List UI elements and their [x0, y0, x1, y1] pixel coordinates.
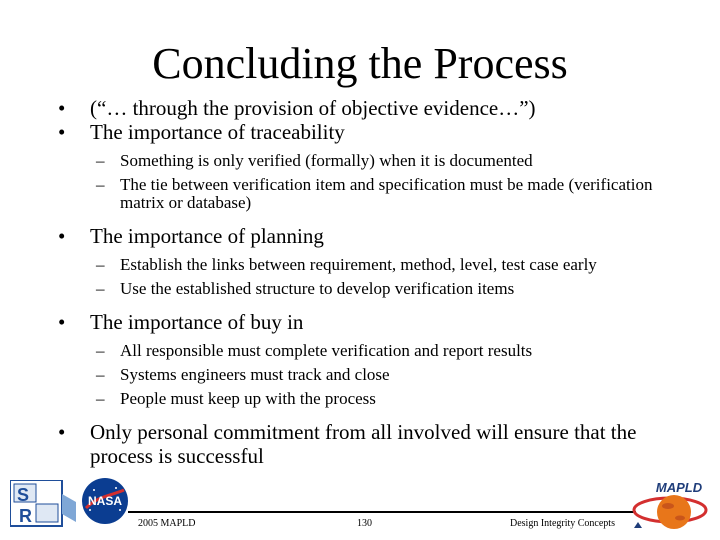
sub-bullet-item [58, 280, 658, 298]
mapld-logo-icon [630, 470, 716, 534]
sub-bullet-item [58, 390, 658, 408]
sub-bullet-text: Systems engineers must track and close [120, 365, 390, 384]
bullet-icon: • [58, 224, 66, 248]
dash-icon: – [96, 255, 105, 274]
sr-logo-icon [10, 480, 76, 528]
nasa-logo-icon [80, 476, 130, 526]
sub-bullet-item [58, 176, 658, 212]
dash-icon: – [96, 151, 105, 170]
footer-right: Design Integrity Concepts [510, 518, 615, 529]
footer-left: 2005 MAPLD [138, 518, 196, 529]
svg-text:S: S [17, 485, 30, 505]
bullet-icon: • [58, 96, 66, 120]
sub-bullet-text: People must keep up with the process [120, 389, 376, 408]
sub-bullet-item [58, 152, 658, 170]
svg-text:R: R [19, 506, 32, 526]
bullet-item [58, 420, 658, 468]
sub-bullet-item [58, 366, 658, 384]
footer-divider [128, 511, 636, 513]
bullet-item [58, 224, 658, 248]
sub-bullet-text: Establish the links between requirement, method, level, test case early [120, 255, 597, 274]
bullet-icon: • [58, 120, 66, 144]
bullet-item [58, 310, 658, 334]
bullet-text: (“… through the provision of objective evidence…”) [90, 96, 536, 120]
sub-bullet-text: Something is only verified (formally) when it is documented [120, 151, 533, 170]
bullet-item [58, 120, 658, 144]
bullet-text: The importance of planning [90, 224, 324, 248]
svg-text:MAPLD: MAPLD [655, 480, 703, 495]
sub-bullet-item [58, 342, 658, 360]
footer-page-number: 130 [357, 518, 372, 529]
sub-bullet-text: The tie between verification item and specification must be made (verification matrix or database) [120, 175, 653, 212]
bullet-text: The importance of buy in [90, 310, 304, 334]
dash-icon: – [96, 365, 105, 384]
slide-title: Concluding the Process [152, 39, 568, 88]
bullet-text: Only personal commitment from all involved will ensure that the process is successful [90, 420, 637, 468]
dash-icon: – [96, 341, 105, 360]
bullet-text: The importance of traceability [90, 120, 345, 144]
sub-bullet-item [58, 256, 658, 274]
sub-bullet-text: All responsible must complete verification and report results [120, 341, 533, 360]
dash-icon: – [96, 175, 105, 194]
svg-text:NASA: NASA [87, 494, 123, 508]
dash-icon: – [96, 279, 105, 298]
dash-icon: – [96, 389, 105, 408]
sub-bullet-text: Use the established structure to develop verification items [120, 279, 515, 298]
bullet-item [58, 96, 658, 120]
slide-content [58, 96, 658, 468]
bullet-icon: • [58, 310, 66, 334]
bullet-icon: • [58, 420, 66, 444]
